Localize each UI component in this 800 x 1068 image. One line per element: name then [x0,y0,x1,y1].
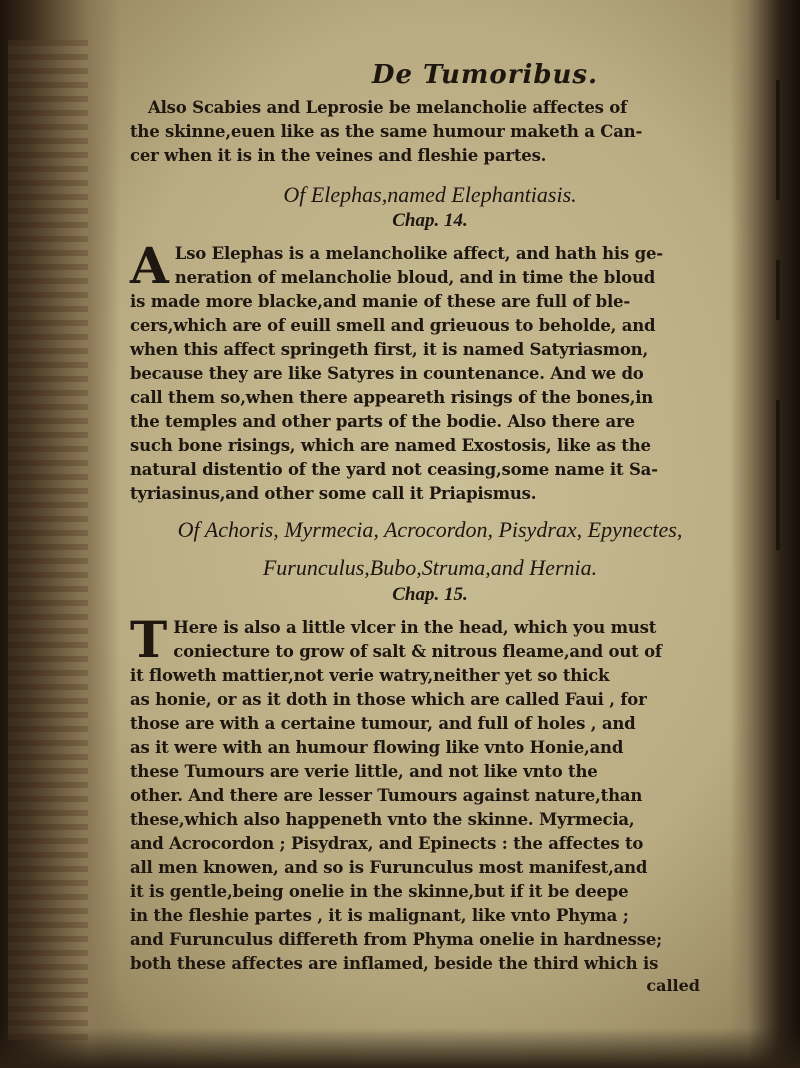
text-line: as it were with an humour flowing like vnto Honie,and [130,738,624,757]
text-line: Here is also a little vlcer in the head, which you must [173,618,657,637]
drop-capital: T [130,610,168,669]
text-line: such bone risings, which are named Exostosis, like as the [130,436,651,455]
text-line: because they are like Satyres in countenance. And we do [130,364,644,383]
text-line: it is gentle,being onelie in the skinne,but if it be deepe [130,882,629,901]
intro-paragraph [130,96,730,168]
book-gutter [0,0,120,1068]
chapter-15-paragraph [130,610,730,995]
text-line: other. And there are lesser Tumours against nature,than [130,786,643,805]
page-edge-right [730,0,800,1068]
text-line: cers,which are of euill smell and grieuous to beholde, and [130,316,656,335]
text-line: the skinne,euen like as the same humour maketh a Can- [130,122,643,141]
facing-page-bleed [8,40,88,1040]
text-line: Also Scabies and Leprosie be melancholie affectes of [148,98,628,117]
edge-mark [776,80,780,200]
text-line: cer when it is in the veines and fleshie partes. [130,146,547,165]
chapter-number: Chap. 14. [392,210,468,231]
text-line: coniecture to grow of salt & nitrous fleame,and out of [173,642,662,661]
text-line: the temples and other parts of the bodie. Also there are [130,412,635,431]
chapter-14-paragraph [130,236,730,506]
text-line: is made more blacke,and manie of these are full of ble- [130,292,630,311]
drop-capital: A [130,236,169,295]
edge-mark [776,260,780,320]
edge-mark [776,400,780,550]
text-line: and Acrocordon ; Pisydrax, and Epinects : the affectes to [130,834,644,853]
text-line: when this affect springeth first, it is named Satyriasmon, [130,340,649,359]
text-line: neration of melancholie bloud, and in time the bloud [174,268,656,287]
text-line: these,which also happeneth vnto the skinne. Myrmecia, [130,810,635,829]
catchword: called [646,976,700,995]
chapter-number: Chap. 15. [392,584,468,605]
text-block [130,60,730,1050]
running-head: De Tumoribus. [371,60,599,90]
chapter-heading-continued: Furunculus,Bubo,Struma,and Hernia. [262,555,598,580]
text-line: call them so,when there appeareth risings of the bones,in [130,388,654,407]
chapter-heading: Of Achoris, Myrmecia, Acrocordon, Pisydrax, Epynectes, [177,517,683,542]
text-line: and Furunculus differeth from Phyma onelie in hardnesse; [130,930,663,949]
text-line: as honie, or as it doth in those which are called Faui , for [130,690,647,709]
text-line: it floweth mattier,not verie watry,neither yet so thick [130,666,610,685]
text-line: all men knowen, and so is Furunculus most manifest,and [130,858,648,877]
text-line: Lso Elephas is a melancholike affect, and hath his ge- [174,244,663,263]
text-line: those are with a certaine tumour, and full of holes , and [130,714,636,733]
text-line: these Tumours are verie little, and not like vnto the [130,762,598,781]
text-line: in the fleshie partes , it is malignant, like vnto Phyma ; [130,906,629,925]
text-line: natural distentio of the yard not ceasing,some name it Sa- [130,460,658,479]
text-line: both these affectes are inflamed, beside the third which is [130,954,659,973]
chapter-heading: Of Elephas,named Elephantiasis. [283,182,577,207]
text-line: tyriasinus,and other some call it Priapismus. [130,484,537,503]
